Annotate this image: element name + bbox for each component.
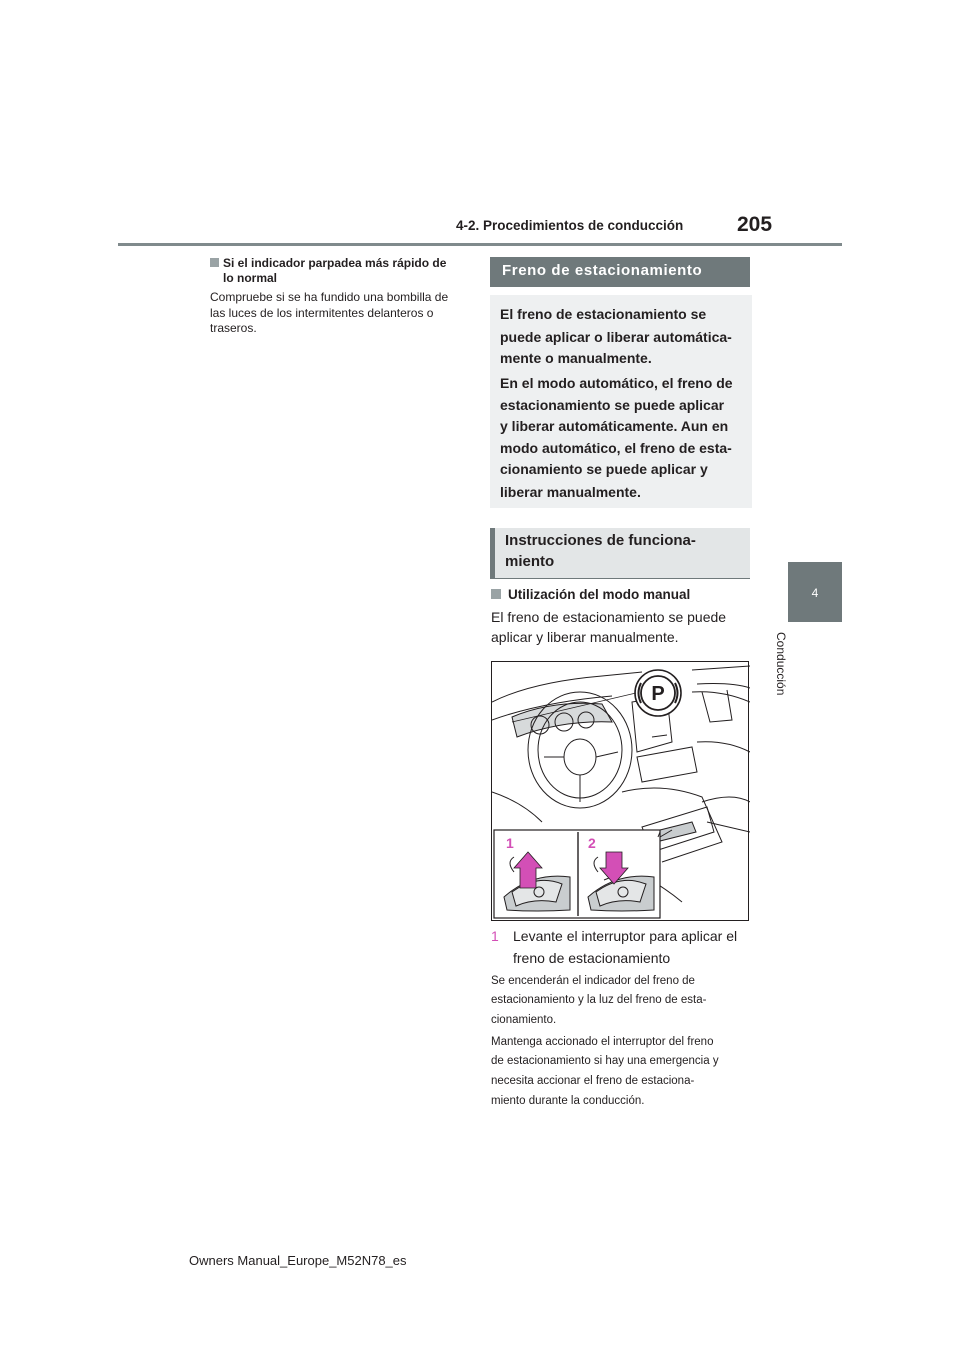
note-line: miento durante la conducción. bbox=[491, 1095, 645, 1107]
note-line: Se encenderán el indicador del freno de bbox=[491, 975, 695, 987]
figure-label-2: 2 bbox=[588, 835, 596, 851]
left-body bbox=[210, 290, 468, 337]
left-body-line: traseros. bbox=[210, 321, 257, 335]
square-bullet-icon bbox=[491, 589, 501, 599]
step-number: 1 bbox=[491, 928, 499, 944]
square-bullet-icon bbox=[210, 258, 219, 267]
chapter-tab bbox=[788, 562, 842, 622]
note-line: Mantenga accionado el interruptor del freno bbox=[491, 1036, 714, 1048]
intro-line: En el modo automático, el freno de bbox=[500, 375, 733, 391]
left-heading-line-1: Si el indicador parpadea más rápido de bbox=[223, 256, 447, 270]
intro-line: estacionamiento se puede aplicar bbox=[500, 397, 725, 413]
note-line: estacionamiento y la luz del freno de esta- bbox=[491, 994, 707, 1006]
intro-line: El freno de estacionamiento se bbox=[500, 306, 707, 322]
intro-line: puede aplicar o liberar automática- bbox=[500, 329, 732, 345]
manual-mode-heading bbox=[491, 587, 690, 602]
chapter-label-text: Conducción bbox=[774, 632, 788, 696]
left-body-line: las luces de los intermitentes delanteros o bbox=[210, 305, 434, 320]
left-heading bbox=[210, 256, 465, 286]
manual-mode-heading-text: Utilización del modo manual bbox=[508, 587, 691, 602]
left-body-line: Compruebe si se ha fundido una bombilla de bbox=[210, 290, 449, 304]
p-symbol: P bbox=[651, 683, 665, 705]
cockpit-drawing bbox=[492, 662, 750, 922]
manual-mode-line: aplicar y liberar manualmente. bbox=[491, 629, 679, 645]
intro-box bbox=[490, 295, 752, 508]
step-line: Levante el interruptor para aplicar el bbox=[513, 928, 738, 944]
section-banner bbox=[490, 257, 750, 287]
intro-line: cionamiento se puede aplicar y bbox=[500, 461, 708, 477]
subsection-rule bbox=[490, 578, 750, 579]
intro-line: liberar manualmente. bbox=[500, 484, 641, 500]
note-line: cionamiento. bbox=[491, 1014, 557, 1026]
figure-label-1: 1 bbox=[506, 835, 514, 851]
chapter-label bbox=[774, 632, 805, 712]
subsection-heading-line-1: Instrucciones de funciona- bbox=[505, 532, 696, 549]
left-heading-line-2: lo normal bbox=[223, 271, 278, 285]
subsection-heading bbox=[490, 528, 750, 578]
parking-brake-illustration bbox=[491, 661, 749, 921]
section-title: 4-2. Procedimientos de conducción bbox=[456, 218, 684, 233]
intro-line: modo automático, el freno de esta- bbox=[500, 440, 732, 456]
intro-line: y liberar automáticamente. Aun en bbox=[500, 418, 729, 434]
manual-mode-line: El freno de estacionamiento se puede bbox=[491, 609, 727, 625]
section-banner-title: Freno de estacionamiento bbox=[502, 262, 703, 279]
subsection-heading-line-2: miento bbox=[505, 553, 555, 570]
footer-text: Owners Manual_Europe_M52N78_es bbox=[189, 1253, 407, 1268]
intro-line: mente o manualmente. bbox=[500, 350, 652, 366]
note-line: de estacionamiento si hay una emergencia y bbox=[491, 1055, 719, 1067]
header-rule bbox=[118, 243, 842, 246]
chapter-number: 4 bbox=[811, 586, 819, 600]
step-line: freno de estacionamiento bbox=[513, 950, 671, 966]
page-number: 205 bbox=[737, 213, 773, 236]
note-line: necesita accionar el freno de estaciona- bbox=[491, 1075, 695, 1087]
